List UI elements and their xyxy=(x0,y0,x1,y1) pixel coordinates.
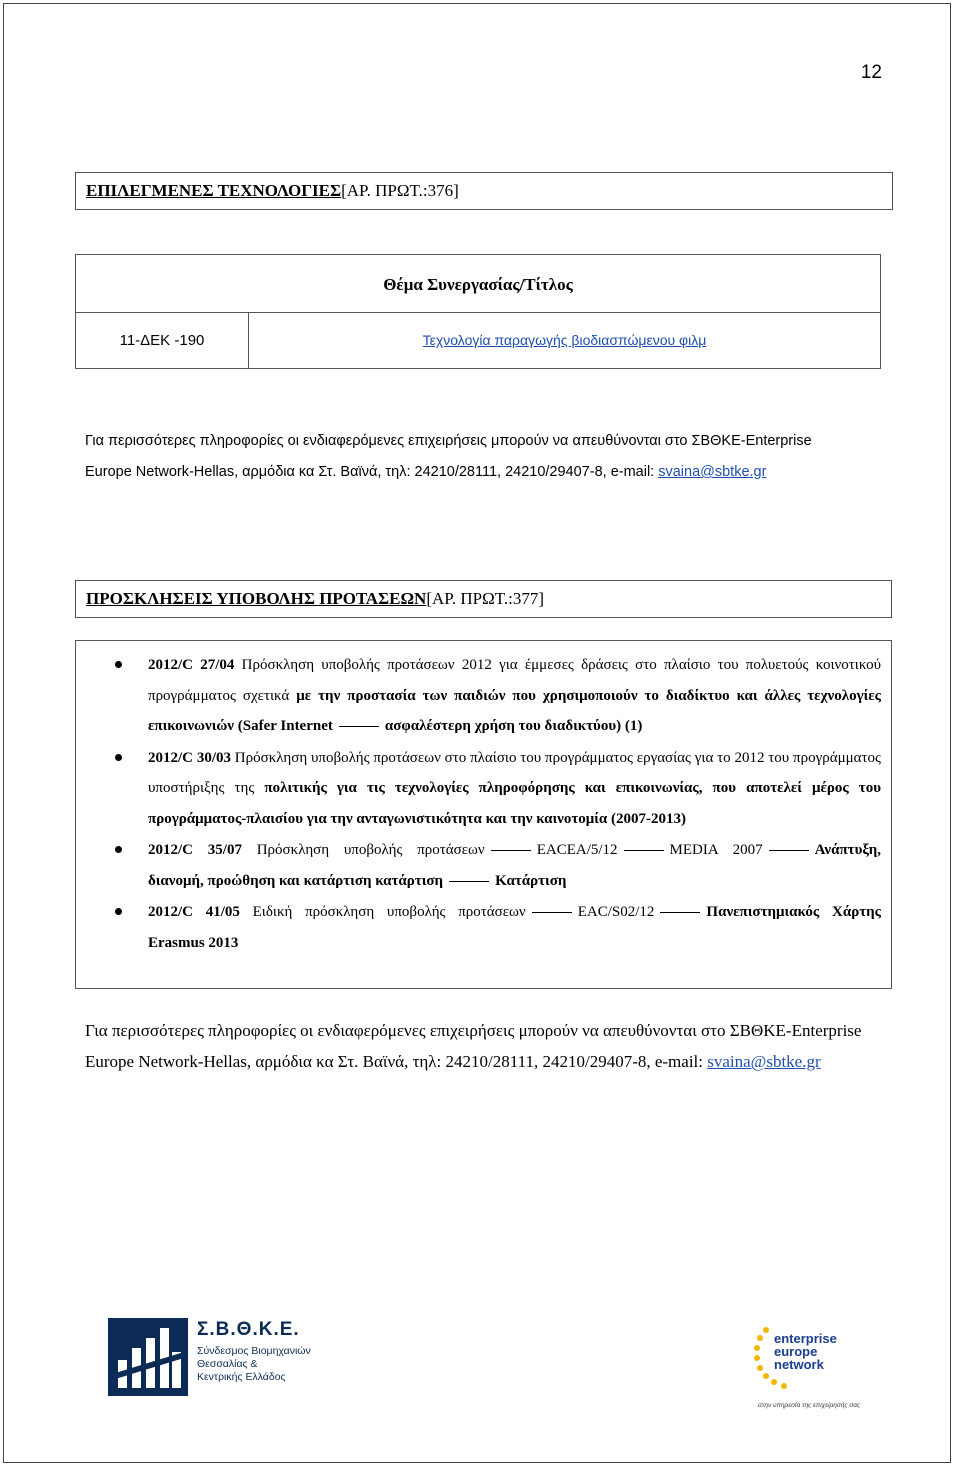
topic-table xyxy=(75,254,881,369)
dash-separator xyxy=(339,726,379,727)
sbtke-logo xyxy=(108,1318,318,1398)
contact-info-text: Europe Network-Hellas, αρμόδια κα Στ. Βαϊνά, τηλ: 24210/28111, 24210/29407-8, e-mail: xyxy=(85,464,659,480)
contact-info-line xyxy=(85,1046,895,1077)
calls-list xyxy=(148,650,881,959)
sbtke-subtitle-line: Κεντρικής Ελλάδος xyxy=(197,1371,286,1383)
dash-separator xyxy=(449,881,489,882)
list-item xyxy=(148,743,881,835)
calls-box xyxy=(75,640,892,989)
call-text-bold: ασφαλέστερη χρήση του διαδικτύου) (1) xyxy=(384,718,643,734)
email-link[interactable]: svaina@sbtke.gr xyxy=(658,464,767,480)
call-id: 2012/C 41/05 xyxy=(148,904,240,920)
selected-technologies-header xyxy=(75,172,893,210)
call-text: EAC/S02/12 xyxy=(577,904,655,920)
list-item xyxy=(148,897,881,958)
dash-separator xyxy=(491,850,531,851)
section-ref: [ΑΡ. ΠΡΩΤ.:377] xyxy=(426,589,544,608)
een-wordmark-line: europe xyxy=(774,1344,818,1359)
email-link[interactable]: svaina@sbtke.gr xyxy=(707,1052,821,1071)
bullet-icon xyxy=(115,754,122,761)
een-wordmark xyxy=(774,1332,837,1371)
call-text: Πρόσκληση υποβολής προτάσεων στο πλαίσιο του προγράμματος εργασίας για το 2012 του προγράμματος υποστήριξης της xyxy=(148,749,881,796)
een-wordmark-line: enterprise xyxy=(774,1331,837,1346)
call-text-bold: Ανάπτυξη, διανομή, προώθηση και κατάρτιση κατάρτιση xyxy=(148,842,881,889)
een-logo xyxy=(752,1320,862,1415)
contact-info-line: Για περισσότερες πληροφορίες οι ενδιαφερόμενες επιχειρήσεις μπορούν να απευθύνονται στο ΣΒΘΚΕ-Enterprise xyxy=(85,1021,862,1040)
bullet-icon xyxy=(115,846,122,853)
call-id: 2012/C 30/03 xyxy=(148,749,231,766)
contact-info-line xyxy=(85,457,895,488)
dash-separator xyxy=(769,850,809,851)
dash-separator xyxy=(624,850,664,851)
sbtke-title: Σ.Β.Θ.Κ.Ε. xyxy=(197,1319,300,1340)
contact-info-line: Για περισσότερες πληροφορίες οι ενδιαφερόμενες επιχειρήσεις μπορούν να απευθύνονται στο ΣΒΘΚΕ-Enterprise xyxy=(85,433,812,449)
list-item xyxy=(148,650,881,742)
sbtke-subtitle-line: Θεσσαλίας & xyxy=(197,1358,258,1370)
een-wordmark-line: network xyxy=(774,1357,824,1372)
contact-info-paragraph xyxy=(85,1015,895,1077)
section-title: ΠΡΟΣΚΛΗΣΕΙΣ ΥΠΟΒΟΛΗΣ ΠΡΟΤΑΣΕΩΝ xyxy=(86,589,427,608)
dash-separator xyxy=(660,912,700,913)
call-text-bold: Κατάρτιση xyxy=(495,872,567,889)
call-text: Ειδική πρόσκληση υποβολής προτάσεων xyxy=(239,904,526,920)
sbtke-subtitle xyxy=(197,1345,311,1384)
call-text: EACEA/5/12 xyxy=(536,842,618,858)
bullet-icon xyxy=(115,908,122,915)
een-tagline: στην υπηρεσία της επιχείρησής σας xyxy=(758,1402,861,1409)
calls-for-proposals-header xyxy=(75,580,892,618)
bullet-icon xyxy=(115,661,122,668)
list-item xyxy=(148,835,881,896)
call-text-bold: πολιτικής για τις τεχνολογίες πληροφόρησης και επικοινωνίας, που αποτελεί μέρος του προγράμματος-πλαισίου για την ανταγωνιστικότητα και την καινοτομία (2007-2013) xyxy=(148,780,881,827)
dash-separator xyxy=(532,912,572,913)
sbtke-subtitle-line: Σύνδεσμος Βιομηχανιών xyxy=(197,1345,311,1357)
page-number: 12 xyxy=(860,62,882,83)
call-text: Πρόσκληση υποβολής προτάσεων xyxy=(241,842,485,858)
call-id: 2012/C 35/07 xyxy=(148,842,242,858)
contact-info-text: Europe Network-Hellas, αρμόδια κα Στ. Βαϊνά, τηλ: 24210/28111, 24210/29407-8, e-mail: xyxy=(85,1052,708,1071)
section-ref: [ΑΡ. ΠΡΩΤ.:376] xyxy=(341,181,459,200)
call-text: Πρόσκληση υποβολής προτάσεων 2012 για έμμεσες δράσεις στο πλαίσιο του πολυετούς κοινοτικού προγράμματος σχετικά xyxy=(148,657,881,704)
call-text-bold: Πανεπιστημιακός Χάρτης Erasmus 2013 xyxy=(148,904,881,951)
call-text-bold: με την προστασία των παιδιών που χρησιμοποιούν το διαδίκτυο και άλλες τεχνολογίες επικοινωνιών (Safer Internet xyxy=(148,687,881,734)
call-id: 2012/C 27/04 xyxy=(148,657,235,673)
contact-info-paragraph xyxy=(85,426,895,488)
section-title: ΕΠΙΛΕΓΜΕΝΕΣ ΤΕΧΝΟΛΟΓΙΕΣ xyxy=(86,181,342,200)
call-text: MEDIA 2007 xyxy=(669,842,763,858)
topic-table-header: Θέμα Συνεργασίας/Τίτλος xyxy=(76,255,880,313)
topic-code: 11-ΔΕΚ -190 xyxy=(76,312,249,368)
topic-title-link[interactable]: Τεχνολογία παραγωγής βιοδιασπώμενου φιλμ xyxy=(422,332,707,348)
sbtke-logo-mark-icon xyxy=(108,1318,188,1396)
